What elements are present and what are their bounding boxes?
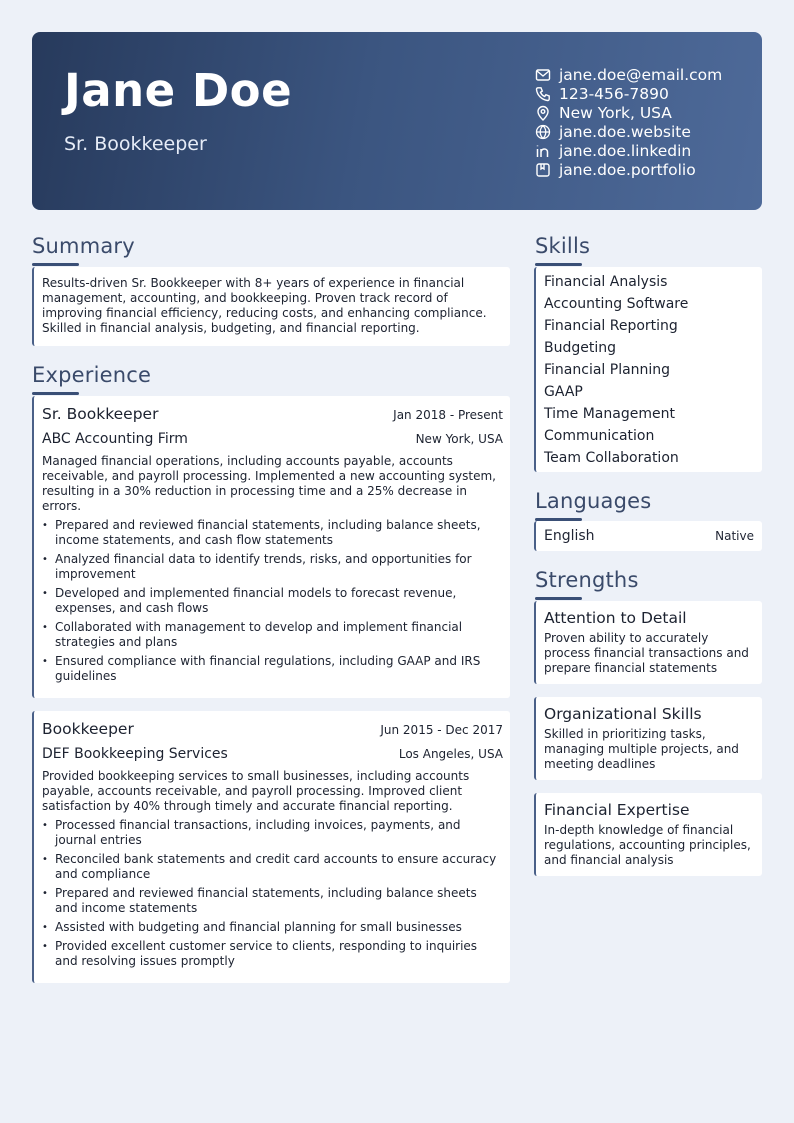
location-pin-icon	[535, 105, 551, 121]
contact-location-text: New York, USA	[559, 103, 672, 122]
skill-item: Time Management	[544, 406, 675, 422]
job-location: New York, USA	[415, 432, 503, 446]
globe-icon	[535, 124, 551, 140]
strength-title: Organizational Skills	[544, 705, 702, 723]
candidate-role: Sr. Bookkeeper	[64, 133, 207, 155]
job-location: Los Angeles, USA	[398, 747, 503, 761]
skill-item: Budgeting	[544, 340, 617, 356]
skill-item: GAAP	[544, 384, 583, 400]
job-header	[34, 720, 510, 738]
candidate-name: Jane Doe	[64, 64, 293, 117]
job-card	[32, 396, 510, 698]
job-title: Sr. Bookkeeper	[42, 405, 159, 423]
summary-card	[32, 267, 510, 346]
phone-icon	[535, 86, 551, 102]
job-bullets	[34, 518, 510, 684]
job-company: ABC Accounting Firm	[42, 431, 188, 447]
language-name: English	[544, 527, 595, 544]
job-bullet: • Developed and implemented financial models to forecast revenue, expenses, and cash flows	[55, 586, 502, 616]
contact-website[interactable]	[535, 122, 722, 141]
skills-card	[534, 267, 762, 472]
strength-card	[534, 793, 762, 876]
summary-heading: Summary	[32, 234, 135, 258]
contact-linkedin-text: jane.doe.linkedin	[559, 141, 692, 160]
job-bullet: • Ensured compliance with financial regulations, including GAAP and IRS guidelines	[55, 654, 502, 684]
job-bullet: • Collaborated with management to develop and implement financial strategies and plans	[55, 620, 502, 650]
job-card	[32, 711, 510, 983]
portfolio-icon	[535, 162, 551, 178]
job-bullets	[34, 818, 510, 969]
strength-card	[534, 697, 762, 780]
linkedin-icon	[535, 143, 551, 159]
contact-email[interactable]	[535, 65, 722, 84]
skills-list	[536, 267, 762, 469]
contact-portfolio[interactable]	[535, 160, 722, 179]
job-bullet: • Processed financial transactions, including invoices, payments, and journal entries	[55, 818, 502, 848]
job-title: Bookkeeper	[42, 720, 134, 738]
job-bullet: • Provided excellent customer service to clients, responding to inquiries and resolving issues promptly	[55, 939, 502, 969]
contact-portfolio-text: jane.doe.portfolio	[559, 160, 696, 179]
experience-heading: Experience	[32, 363, 152, 387]
strength-title: Attention to Detail	[544, 609, 687, 627]
job-bullet: • Analyzed financial data to identify trends, risks, and opportunities for improvement	[55, 552, 502, 582]
skill-item: Financial Planning	[544, 362, 671, 378]
contact-location	[535, 103, 722, 122]
mail-icon	[535, 67, 551, 83]
languages-card	[534, 521, 762, 551]
language-row	[536, 521, 762, 550]
job-description: Managed financial operations, including accounts payable, accounts receivable, and payroll processing. Implemented a new accounting system, resulting in a 30% reduction in processing time and a 25% decrease in errors.	[42, 454, 496, 513]
skill-item: Financial Analysis	[544, 274, 668, 290]
job-dates: Jun 2015 - Dec 2017	[380, 723, 503, 737]
skill-item: Financial Reporting	[544, 318, 678, 334]
skill-item: Communication	[544, 428, 655, 444]
skills-heading: Skills	[535, 234, 591, 258]
contact-website-text: jane.doe.website	[559, 122, 691, 141]
contact-linkedin[interactable]	[535, 141, 722, 160]
job-header	[34, 405, 510, 423]
job-company: DEF Bookkeeping Services	[42, 746, 228, 762]
job-description: Provided bookkeeping services to small businesses, including accounts payable, accounts receivable, and payroll processing. Improved client satisfaction by 40% through timely and accurate financial reporting.	[42, 769, 470, 813]
job-dates: Jan 2018 - Present	[393, 408, 503, 422]
contact-list	[535, 65, 722, 179]
contact-phone[interactable]	[535, 84, 722, 103]
strengths-heading: Strengths	[535, 568, 639, 592]
job-bullet: • Prepared and reviewed financial statements, including balance sheets, income statements, and cash flow statements	[55, 518, 502, 548]
job-subheader	[34, 431, 510, 449]
strength-description: Proven ability to accurately process financial transactions and prepare financial statements	[544, 631, 749, 675]
job-bullet: • Prepared and reviewed financial statements, including balance sheets and income statements	[55, 886, 502, 916]
job-bullet: • Assisted with budgeting and financial planning for small businesses	[55, 920, 502, 935]
strength-description: Skilled in prioritizing tasks, managing multiple projects, and meeting deadlines	[544, 727, 739, 771]
resume-header	[32, 32, 762, 210]
strength-description: In-depth knowledge of financial regulations, accounting principles, and financial analysis	[544, 823, 751, 867]
job-bullet: • Reconciled bank statements and credit card accounts to ensure accuracy and compliance	[55, 852, 502, 882]
summary-text: Results-driven Sr. Bookkeeper with 8+ years of experience in financial management, accounting, and bookkeeping. Proven track record of improving financial efficiency, reducing costs, and enhancing compliance. Skilled in financial analysis, budgeting, and financial reporting.	[42, 276, 487, 335]
skill-item: Accounting Software	[544, 296, 689, 312]
language-level: Native	[715, 528, 754, 543]
job-subheader	[34, 746, 510, 764]
skill-item: Team Collaboration	[544, 450, 679, 466]
strength-card	[534, 601, 762, 684]
contact-email-text: jane.doe@email.com	[559, 65, 723, 84]
languages-heading: Languages	[535, 489, 652, 513]
strength-title: Financial Expertise	[544, 801, 690, 819]
contact-phone-text: 123-456-7890	[559, 84, 669, 103]
